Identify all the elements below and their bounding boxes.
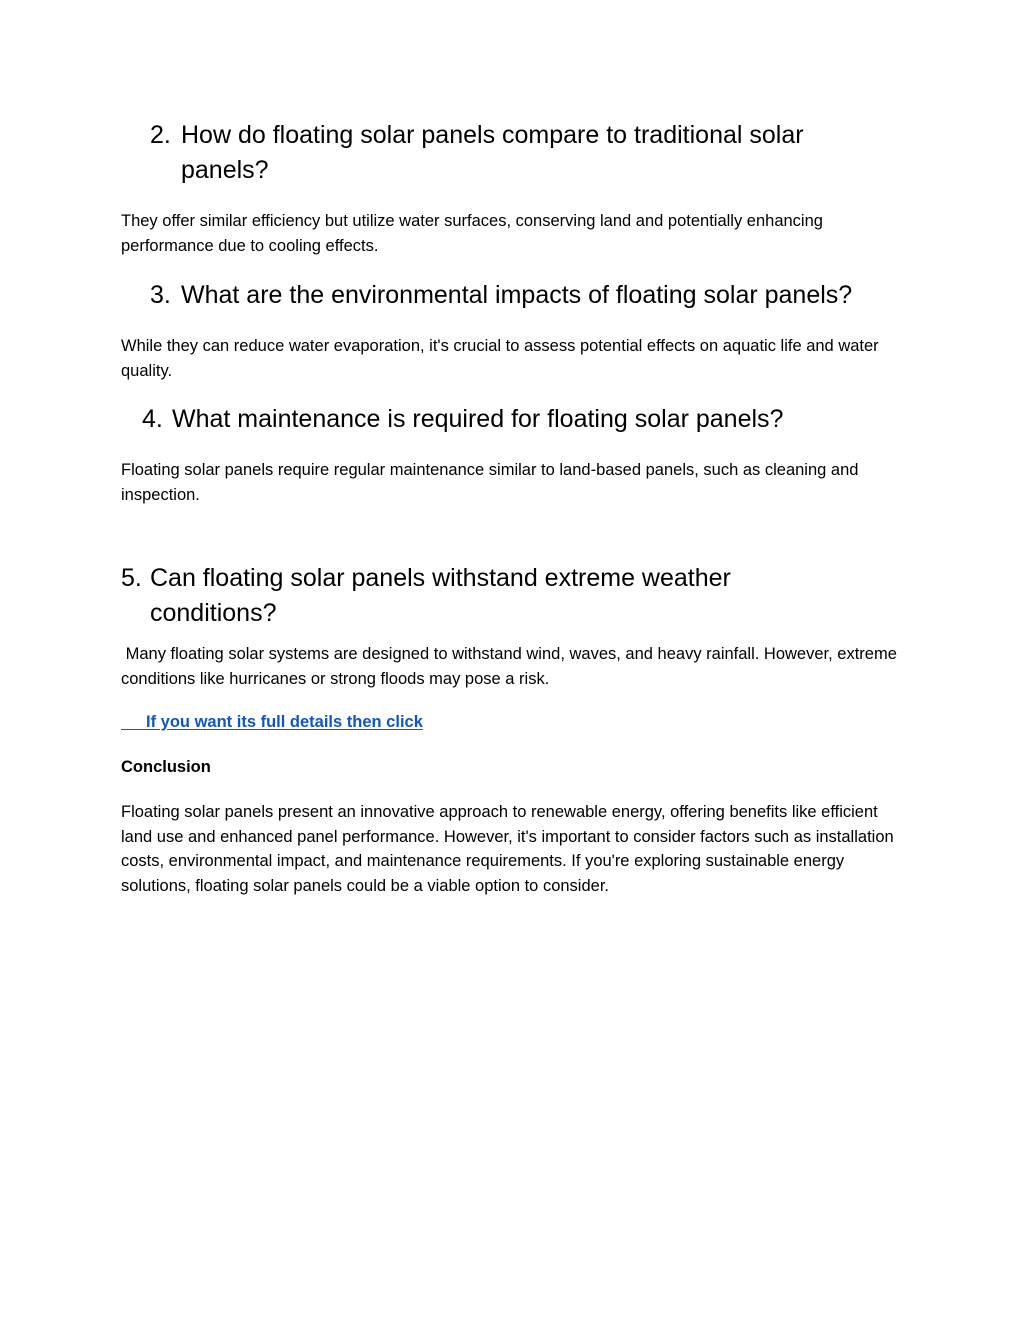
faq-answer-2: They offer similar efficiency but utilize water surfaces, conserving land and potentially enhancing performance due to cooling effects.: [121, 212, 823, 255]
faq-number: 5.: [121, 564, 142, 592]
conclusion-title: Conclusion: [121, 758, 211, 776]
faq-heading-2: [150, 118, 870, 188]
faq-question: Can floating solar panels withstand extreme weather conditions?: [150, 564, 731, 627]
faq-question: What are the environmental impacts of floating solar panels?: [181, 281, 853, 309]
details-link-label: If you want its full details then click: [146, 713, 423, 731]
faq-answer-5-text: Many floating solar systems are designed to withstand wind, waves, and heavy rainfall. However, extreme conditions like hurricanes or strong floods may pose a risk.: [121, 645, 897, 688]
faq-number: 3.: [150, 281, 171, 309]
faq-heading-5: [121, 561, 821, 631]
link-lead-underline: [121, 713, 146, 730]
faq-heading-3: [150, 278, 950, 313]
faq-number: 4.: [142, 405, 163, 433]
faq-answer-3: While they can reduce water evaporation, it's crucial to assess potential effects on aquatic life and water quality.: [121, 337, 879, 380]
faq-answer-5: [121, 642, 911, 691]
faq-question: How do floating solar panels compare to traditional solar panels?: [181, 121, 804, 184]
conclusion-body: Floating solar panels present an innovative approach to renewable energy, offering benefits like efficient land use and enhanced panel performance. However, it's important to consider factors such as installation costs, environmental impact, and maintenance requirements. If you're exploring sustainable energy solutions, floating solar panels could be a viable option to consider.: [121, 803, 894, 895]
details-link[interactable]: [121, 713, 423, 731]
faq-number: 2.: [150, 121, 171, 149]
faq-question: What maintenance is required for floating solar panels?: [172, 405, 784, 433]
faq-heading-4: [142, 402, 942, 437]
faq-answer-4: Floating solar panels require regular maintenance similar to land-based panels, such as cleaning and inspection.: [121, 461, 859, 504]
details-link-line: [121, 710, 423, 735]
